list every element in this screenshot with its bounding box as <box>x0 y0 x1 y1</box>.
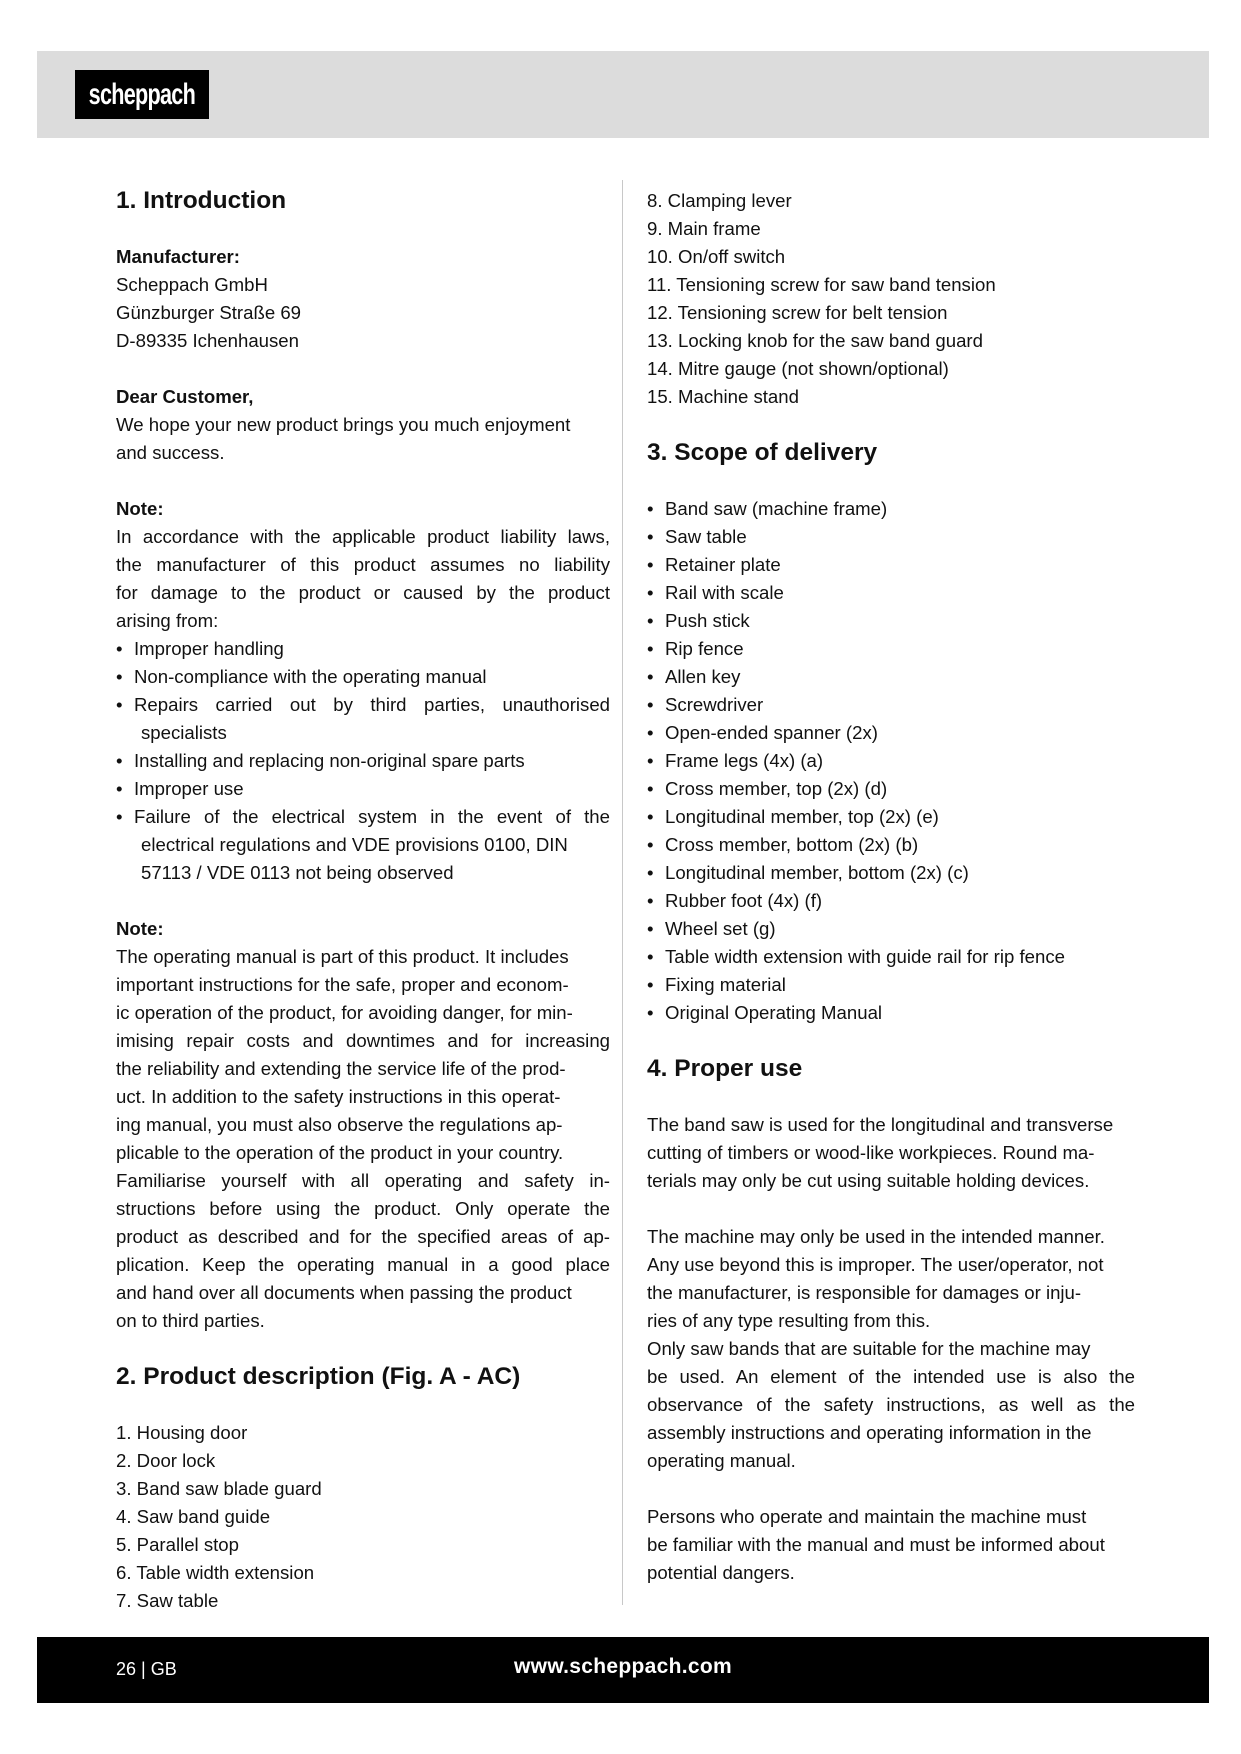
section-heading-introduction: 1. Introduction <box>116 187 287 214</box>
text-line: uct. In addition to the safety instructions in this operat- <box>116 1086 561 1107</box>
bullet-icon: • <box>647 750 654 771</box>
scheppach-logo <box>75 70 209 119</box>
list-item-text: Longitudinal member, bottom (2x) (c) <box>665 862 969 883</box>
bullet-icon: • <box>647 638 654 659</box>
list-item <box>116 803 610 831</box>
section-heading-product-description: 2. Product description (Fig. A - AC) <box>116 1363 521 1390</box>
list-item-text: Table width extension with guide rail for rip fence <box>665 946 1065 967</box>
page-number-value: 26 <box>116 1659 137 1679</box>
list-item <box>647 775 1135 803</box>
list-item <box>116 691 610 719</box>
text-line: Familiarise yourself with all operating and safety in- <box>116 1170 610 1191</box>
column-divider <box>622 180 623 1605</box>
text-line: The machine may only be used in the intended manner. <box>647 1226 1105 1247</box>
list-item <box>116 775 610 803</box>
text-line: for damage to the product or caused by the product <box>116 582 610 603</box>
list-item <box>647 635 1135 663</box>
list-item-text: Failure of the electrical system in the event of the <box>134 806 610 827</box>
text-line: assembly instructions and operating information in the <box>647 1422 1092 1443</box>
bullet-icon: • <box>647 554 654 575</box>
list-item-text: Allen key <box>665 666 741 687</box>
page-footer <box>37 1637 1209 1703</box>
bullet-icon: • <box>647 946 654 967</box>
bullet-icon: • <box>116 666 123 687</box>
text-line: the manufacturer of this product assumes no liability <box>116 554 610 575</box>
list-item-text: Improper use <box>134 778 244 799</box>
text-line: 14. Mitre gauge (not shown/optional) <box>647 358 949 379</box>
list-item <box>647 971 1135 999</box>
text-line: product as described and for the specified areas of ap- <box>116 1226 610 1247</box>
list-item <box>647 943 1135 971</box>
list-item-continuation: electrical regulations and VDE provisions 0100, DIN <box>141 834 568 855</box>
text-line: 6. Table width extension <box>116 1562 315 1583</box>
bullet-icon: • <box>647 694 654 715</box>
text-line: D-89335 Ichenhausen <box>116 330 299 351</box>
bullet-icon: • <box>647 974 654 995</box>
bullet-icon: • <box>647 806 654 827</box>
logo-text: scheppach <box>88 77 196 111</box>
bullet-icon: • <box>647 1002 654 1023</box>
bullet-icon: • <box>647 778 654 799</box>
page-header <box>37 51 1209 138</box>
bullet-icon: • <box>647 722 654 743</box>
list-item <box>647 607 1135 635</box>
list-item <box>647 551 1135 579</box>
dear-customer-label: Dear Customer, <box>116 386 254 407</box>
note-label: Note: <box>116 918 164 939</box>
bullet-icon: • <box>647 862 654 883</box>
manual-note-text <box>116 943 610 1335</box>
bullet-icon: • <box>116 778 123 799</box>
list-item-text: Cross member, top (2x) (d) <box>665 778 888 799</box>
bullet-icon: • <box>116 638 123 659</box>
list-item <box>647 803 1135 831</box>
list-item-continuation: 57113 / VDE 0113 not being observed <box>141 862 454 883</box>
list-item <box>116 663 610 691</box>
manufacturer-label: Manufacturer: <box>116 246 240 267</box>
text-line: be familiar with the manual and must be informed about <box>647 1534 1105 1555</box>
text-line: plication. Keep the operating manual in a good place <box>116 1254 610 1275</box>
list-item <box>647 691 1135 719</box>
bullet-icon: • <box>647 582 654 603</box>
list-item-text: Rubber foot (4x) (f) <box>665 890 823 911</box>
text-line: cutting of timbers or wood-like workpieces. Round ma- <box>647 1142 1095 1163</box>
manufacturer-address <box>116 271 610 355</box>
text-line: arising from: <box>116 610 219 631</box>
bullet-icon: • <box>647 526 654 547</box>
text-line: Günzburger Straße 69 <box>116 302 302 323</box>
right-column <box>647 187 1135 1587</box>
list-item-text: Longitudinal member, top (2x) (e) <box>665 806 939 827</box>
product-parts-list-continued <box>647 187 1135 411</box>
list-item-text: Open-ended spanner (2x) <box>665 722 878 743</box>
list-item <box>647 495 1135 523</box>
text-line: Only saw bands that are suitable for the machine may <box>647 1338 1091 1359</box>
list-item <box>647 719 1135 747</box>
separator: | <box>141 1659 146 1679</box>
text-line: The operating manual is part of this product. It includes <box>116 946 569 967</box>
text-line: 5. Parallel stop <box>116 1534 239 1555</box>
text-line: operating manual. <box>647 1450 796 1471</box>
list-item-text: Saw table <box>665 526 747 547</box>
text-line: The band saw is used for the longitudinal and transverse <box>647 1114 1114 1135</box>
list-item-text: Rip fence <box>665 638 744 659</box>
list-item <box>647 523 1135 551</box>
bullet-icon: • <box>647 918 654 939</box>
list-item-text: Cross member, bottom (2x) (b) <box>665 834 919 855</box>
text-line: the reliability and extending the service life of the prod- <box>116 1058 566 1079</box>
text-line: 15. Machine stand <box>647 386 799 407</box>
liability-note-text <box>116 523 610 635</box>
list-item <box>647 999 1135 1027</box>
text-line: 8. Clamping lever <box>647 190 792 211</box>
list-item-text: Improper handling <box>134 638 284 659</box>
website-link[interactable]: www.scheppach.com <box>514 1655 732 1678</box>
list-item-continuation: specialists <box>141 722 227 743</box>
list-item <box>647 831 1135 859</box>
scope-list <box>647 495 1135 1027</box>
text-line: potential dangers. <box>647 1562 795 1583</box>
bullet-icon: • <box>116 694 123 715</box>
product-parts-list <box>116 1419 610 1615</box>
list-item <box>116 635 610 663</box>
list-item <box>647 579 1135 607</box>
text-line: 9. Main frame <box>647 218 761 239</box>
list-item <box>647 663 1135 691</box>
text-line: ic operation of the product, for avoiding danger, for min- <box>116 1002 573 1023</box>
list-item-text: Push stick <box>665 610 750 631</box>
list-item <box>647 859 1135 887</box>
list-item <box>647 747 1135 775</box>
text-line: on to third parties. <box>116 1310 265 1331</box>
list-item-text: Repairs carried out by third parties, unauthorised <box>134 694 610 715</box>
text-line: 4. Saw band guide <box>116 1506 271 1527</box>
list-item-text: Band saw (machine frame) <box>665 498 888 519</box>
section-heading-scope-of-delivery: 3. Scope of delivery <box>647 439 878 466</box>
text-line: ing manual, you must also observe the regulations ap- <box>116 1114 563 1135</box>
text-line: and success. <box>116 442 225 463</box>
text-line: terials may only be cut using suitable holding devices. <box>647 1170 1090 1191</box>
text-line: 10. On/off switch <box>647 246 786 267</box>
text-line: structions before using the product. Only operate the <box>116 1198 610 1219</box>
proper-use-paragraph <box>647 1223 1135 1475</box>
list-item-text: Rail with scale <box>665 582 784 603</box>
greeting-text <box>116 411 610 467</box>
list-item-text: Original Operating Manual <box>665 1002 883 1023</box>
text-line: 11. Tensioning screw for saw band tension <box>647 274 996 295</box>
text-line: important instructions for the safe, proper and econom- <box>116 974 569 995</box>
bullet-icon: • <box>647 834 654 855</box>
text-line: In accordance with the applicable product liability laws, <box>116 526 610 547</box>
text-line: 7. Saw table <box>116 1590 219 1611</box>
text-line: Any use beyond this is improper. The user/operator, not <box>647 1254 1104 1275</box>
text-line: plicable to the operation of the product in your country. <box>116 1142 564 1163</box>
list-item-text: Wheel set (g) <box>665 918 776 939</box>
liability-list <box>116 635 610 887</box>
section-heading-proper-use: 4. Proper use <box>647 1055 803 1082</box>
language-code: GB <box>150 1659 177 1679</box>
bullet-icon: • <box>647 498 654 519</box>
text-line: ries of any type resulting from this. <box>647 1310 931 1331</box>
text-line: 13. Locking knob for the saw band guard <box>647 330 983 351</box>
text-line: Persons who operate and maintain the machine must <box>647 1506 1087 1527</box>
bullet-icon: • <box>116 806 123 827</box>
text-line: 12. Tensioning screw for belt tension <box>647 302 948 323</box>
bullet-icon: • <box>647 610 654 631</box>
text-line: 1. Housing door <box>116 1422 248 1443</box>
text-line: We hope your new product brings you much enjoyment <box>116 414 571 435</box>
text-line: and hand over all documents when passing the product <box>116 1282 572 1303</box>
bullet-icon: • <box>116 750 123 771</box>
list-item-text: Non-compliance with the operating manual <box>134 666 487 687</box>
left-column <box>116 187 610 1615</box>
text-line: 3. Band saw blade guard <box>116 1478 322 1499</box>
list-item-text: Frame legs (4x) (a) <box>665 750 824 771</box>
list-item-text: Retainer plate <box>665 554 781 575</box>
bullet-icon: • <box>647 890 654 911</box>
list-item-text: Screwdriver <box>665 694 764 715</box>
list-item-text: Fixing material <box>665 974 786 995</box>
text-line: be used. An element of the intended use is also the <box>647 1366 1135 1387</box>
text-line: imising repair costs and downtimes and for increasing <box>116 1030 610 1051</box>
text-line: observance of the safety instructions, as well as the <box>647 1394 1135 1415</box>
list-item-text: Installing and replacing non-original spare parts <box>134 750 525 771</box>
proper-use-paragraph <box>647 1111 1135 1195</box>
list-item <box>647 887 1135 915</box>
bullet-icon: • <box>647 666 654 687</box>
note-label: Note: <box>116 498 164 519</box>
proper-use-paragraph <box>647 1503 1135 1587</box>
list-item <box>116 747 610 775</box>
text-line: the manufacturer, is responsible for damages or inju- <box>647 1282 1082 1303</box>
text-line: 2. Door lock <box>116 1450 216 1471</box>
list-item <box>647 915 1135 943</box>
text-line: Scheppach GmbH <box>116 274 268 295</box>
